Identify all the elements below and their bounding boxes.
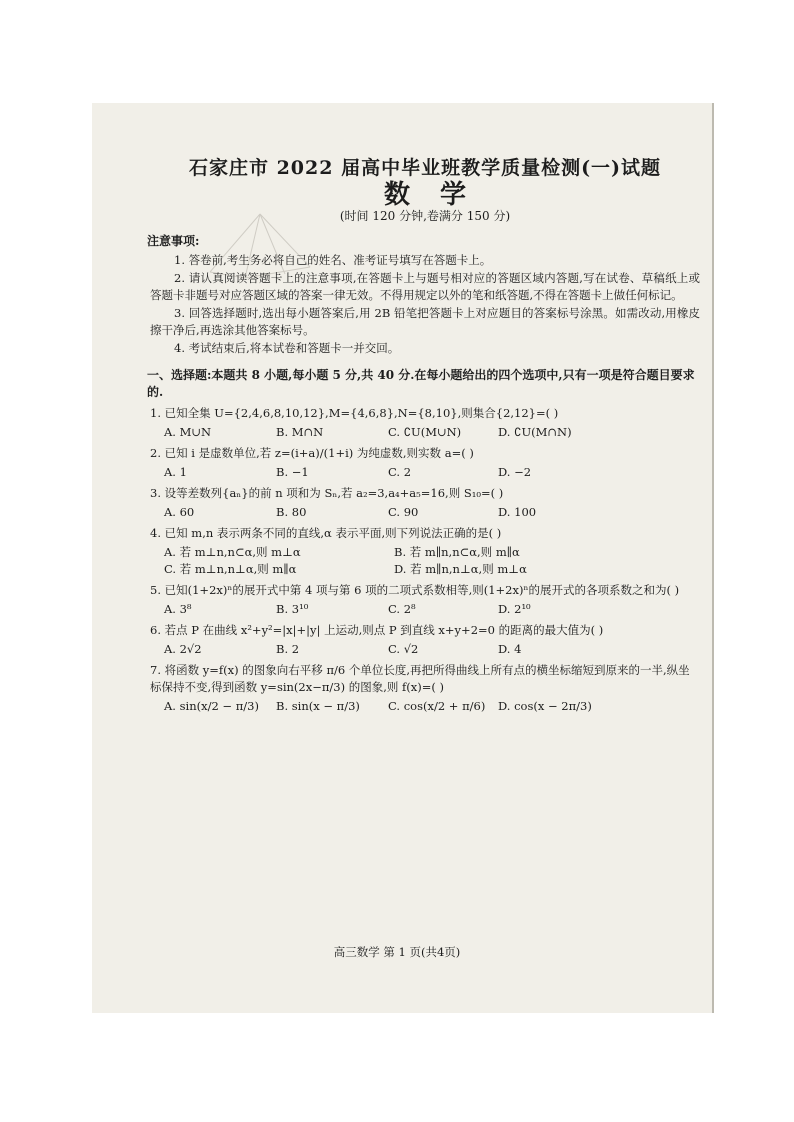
- question-stem: 3. 设等差数列{aₙ}的前 n 项和为 Sₙ,若 a₂=3,a₄+a₅=16,则 S₁₀=( ): [150, 486, 504, 500]
- option-b: B. −1: [276, 465, 309, 479]
- notice-heading: 注意事项:: [147, 234, 200, 248]
- option-d: D. 若 m∥n,n⊥α,则 m⊥α: [394, 562, 527, 576]
- page-footer: 高三数学 第 1 页(共4页): [333, 945, 461, 959]
- option-a: A. 2√2: [164, 642, 202, 656]
- option-c: C. 2⁸: [388, 602, 416, 616]
- option-d: D. 4: [498, 642, 522, 656]
- question-stem: 6. 若点 P 在曲线 x²+y²=|x|+|y| 上运动,则点 P 到直线 x+y+2=0 的距离的最大值为( ): [150, 623, 604, 637]
- question-6: [150, 622, 700, 658]
- option-d: D. cos(x − 2π/3): [498, 699, 592, 713]
- question-5: [150, 582, 700, 618]
- question-3: [150, 485, 700, 521]
- notice-item: 2. 请认真阅读答题卡上的注意事项,在答题卡上与题号相对应的答题区域内答题,写在试卷、草稿纸上或答题卡非题号对应答题区域的答案一律无效。不得用规定以外的笔和纸答题,不得在答题卡上做任何标记。: [150, 271, 700, 302]
- exam-time-info: (时间 120 分钟,卷满分 150 分): [339, 209, 511, 223]
- question-stem: 7. 将函数 y=f(x) 的图象向右平移 π/6 个单位长度,再把所得曲线上所有点的横坐标缩短到原来的一半,纵坐标保持不变,得到函数 y=sin(2x−π/3) 的图象,则 f(x)=( ): [150, 663, 690, 694]
- question-options: [164, 698, 700, 715]
- question-options: [164, 464, 700, 481]
- option-a: A. 若 m⊥n,n⊂α,则 m⊥α: [164, 545, 301, 559]
- section-heading: 一、选择题:本题共 8 小题,每小题 5 分,共 40 分.在每小题给出的四个选项中,只有一项是符合题目要求的.: [147, 368, 695, 399]
- exam-content: [147, 157, 700, 715]
- exam-subject: 数学: [383, 180, 496, 210]
- option-b: B. 80: [276, 505, 307, 519]
- option-d: D. 100: [498, 505, 537, 519]
- question-stem: 4. 已知 m,n 表示两条不同的直线,α 表示平面,则下列说法正确的是( ): [150, 526, 502, 540]
- question-stem: 2. 已知 i 是虚数单位,若 z=(i+a)/(1+i) 为纯虚数,则实数 a=( ): [150, 446, 474, 460]
- question-stem: 1. 已知全集 U={2,4,6,8,10,12},M={4,6,8},N={8,10},则集合{2,12}=( ): [150, 406, 559, 420]
- option-b: B. 3¹⁰: [276, 602, 309, 616]
- option-d: D. −2: [498, 465, 532, 479]
- option-c: C. √2: [388, 642, 419, 656]
- notice-item: 4. 考试结束后,将本试卷和答题卡一并交回。: [174, 341, 400, 355]
- option-b: B. sin(x − π/3): [276, 699, 360, 713]
- notice-item: 1. 答卷前,考生务必将自己的姓名、准考证号填写在答题卡上。: [174, 253, 492, 267]
- option-b: B. 若 m∥n,n⊂α,则 m∥α: [394, 545, 520, 559]
- option-c: C. 90: [388, 505, 419, 519]
- question-options: [164, 641, 700, 658]
- option-a: A. M∪N: [164, 425, 212, 439]
- option-a: A. 60: [164, 505, 195, 519]
- option-c: C. ∁U(M∪N): [388, 425, 462, 439]
- option-b: B. M∩N: [276, 425, 324, 439]
- option-c: C. 2: [388, 465, 412, 479]
- question-stem: 5. 已知(1+2x)ⁿ的展开式中第 4 项与第 6 项的二项式系数相等,则(1+2x)ⁿ的展开式的各项系数之和为( ): [150, 583, 680, 597]
- question-options: [164, 424, 700, 441]
- option-a: A. sin(x/2 − π/3): [164, 699, 259, 713]
- option-c: C. 若 m⊥n,n⊥α,则 m∥α: [164, 562, 297, 576]
- option-a: A. 3⁸: [164, 602, 192, 616]
- question-1: [150, 405, 700, 441]
- option-a: A. 1: [164, 465, 187, 479]
- option-d: D. ∁U(M∩N): [498, 425, 572, 439]
- option-b: B. 2: [276, 642, 300, 656]
- question-2: [150, 445, 700, 481]
- question-options: [164, 544, 700, 578]
- question-options: [164, 601, 700, 618]
- option-c: C. cos(x/2 + π/6): [388, 699, 486, 713]
- question-options: [164, 504, 700, 521]
- question-4: [150, 525, 700, 578]
- option-d: D. 2¹⁰: [498, 602, 531, 616]
- exam-title: 石家庄市 2022 届高中毕业班教学质量检测(一)试题: [188, 157, 662, 179]
- question-7: [150, 662, 700, 715]
- notice-item: 3. 回答选择题时,选出每小题答案后,用 2B 铅笔把答题卡上对应题目的答案标号涂黑。如需改动,用橡皮擦干净后,再选涂其他答案标号。: [150, 306, 700, 337]
